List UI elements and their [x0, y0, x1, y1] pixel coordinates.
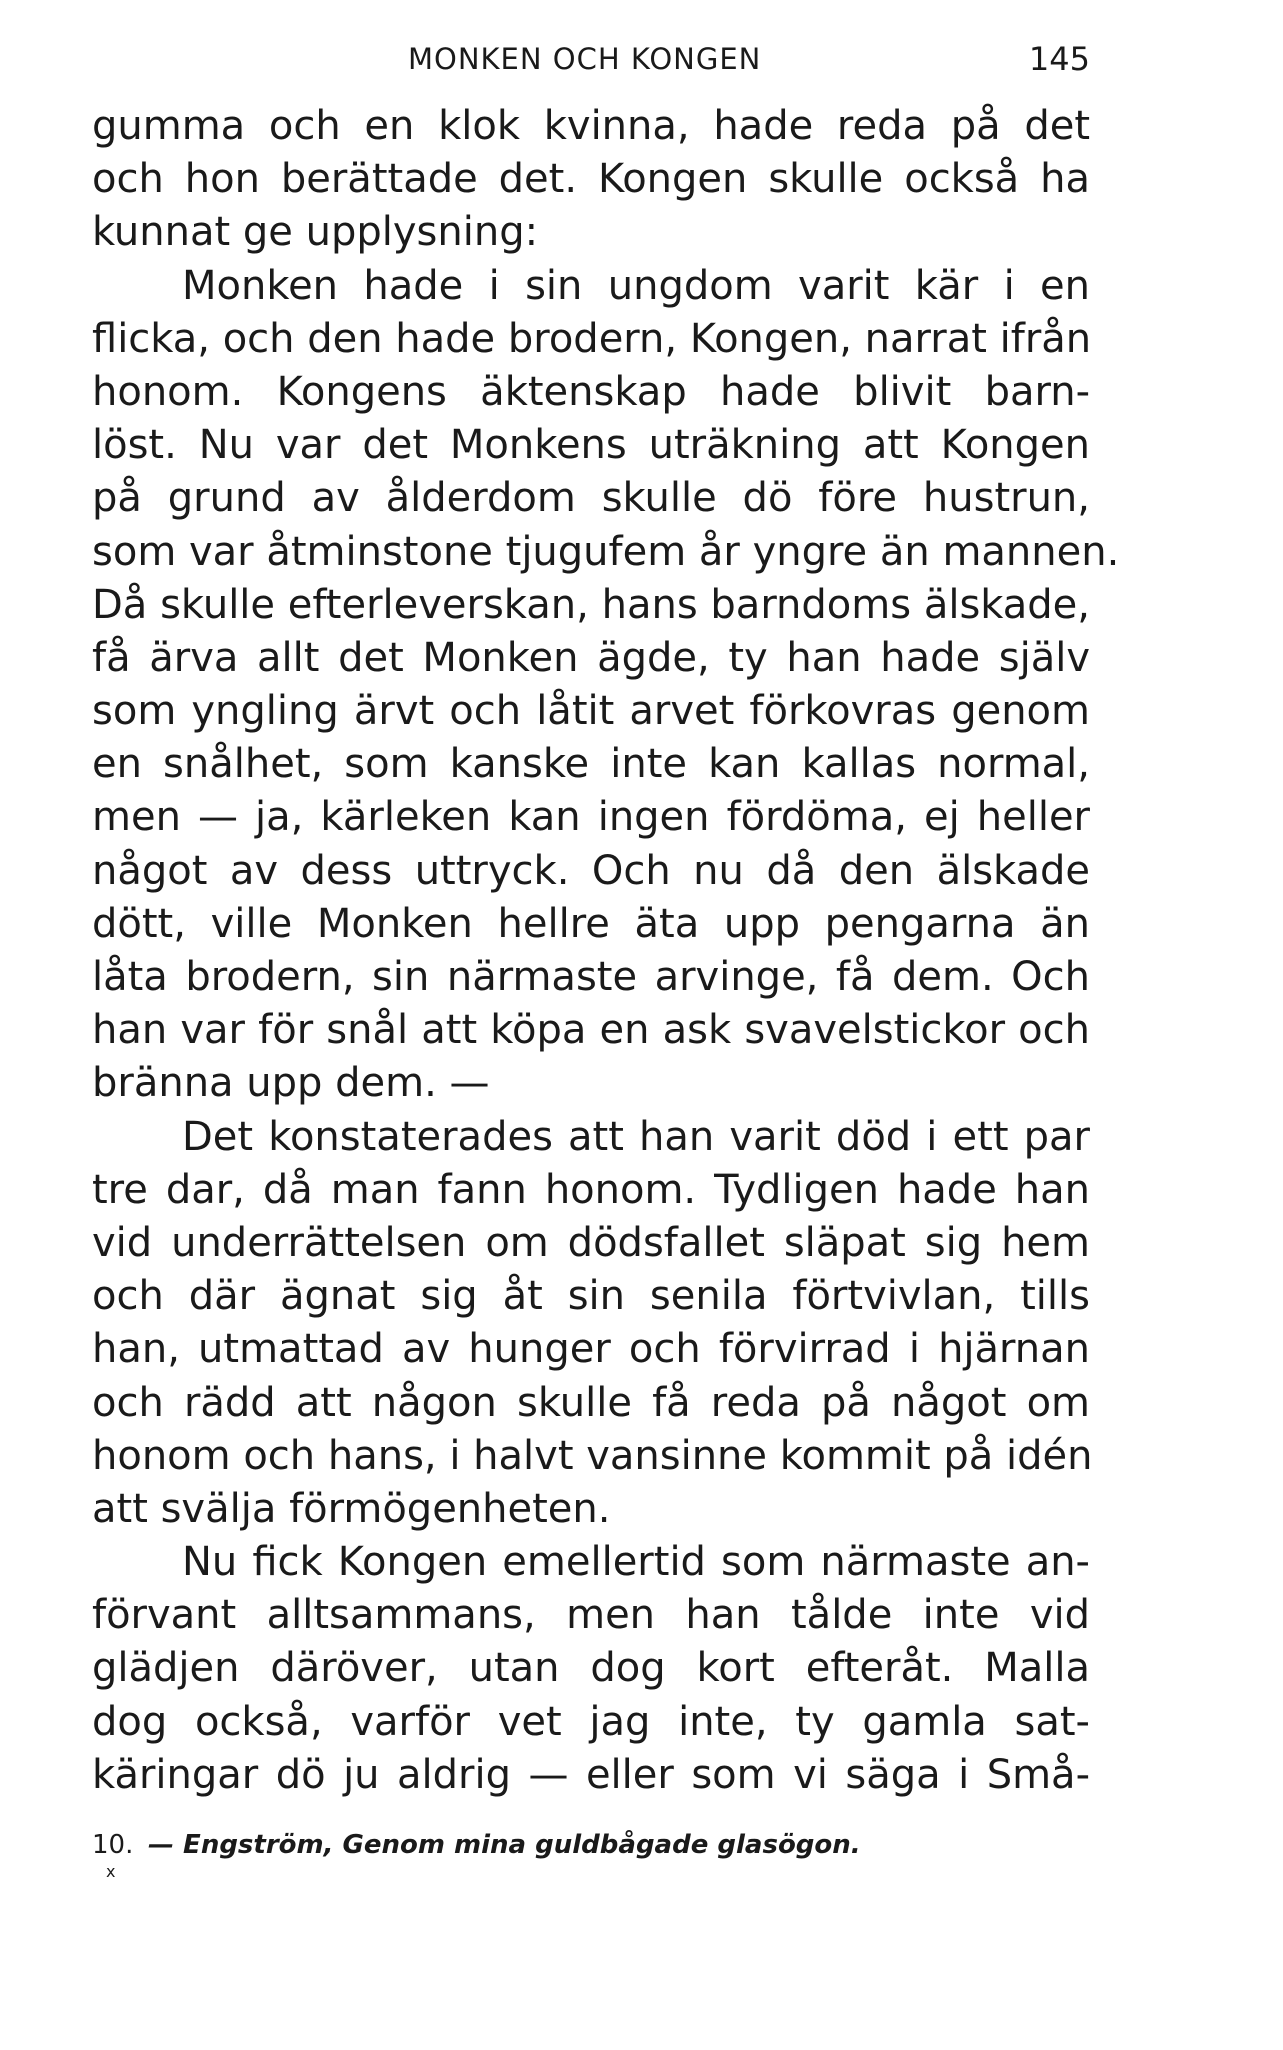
text-line: och hon berättade det. Kongen skulle också ha [92, 156, 1090, 203]
text-line: vid underrättelsen om dödsfallet släpat sig hem [92, 1219, 1090, 1266]
page-header [92, 36, 1090, 86]
text-line: honom. Kongens äktenskap hade blivit barn- [92, 368, 1090, 415]
text-line: att svälja förmögenheten. [92, 1485, 611, 1532]
text-line: som yngling ärvt och låtit arvet förkovras genom [92, 688, 1090, 735]
text-line: på grund av ålderdom skulle dö före hustrun, [92, 475, 1090, 522]
body-text [92, 100, 1120, 1802]
text-line: han, utmattad av hunger och förvirrad i hjärnan [92, 1326, 1090, 1373]
text-line: honom och hans, i halvt vansinne kommit på idén [92, 1432, 1093, 1479]
text-line: bränna upp dem. — [92, 1060, 490, 1107]
signature-number: 10. [92, 1830, 134, 1860]
text-line: en snålhet, som kanske inte kan kallas normal, [92, 741, 1090, 788]
signature-mark: x [106, 1862, 116, 1881]
text-line: kunnat ge upplysning: [92, 209, 539, 256]
text-line: löst. Nu var det Monkens uträkning att Kongen [92, 422, 1090, 469]
text-line: Det konstaterades att han varit död i ett par [182, 1113, 1090, 1160]
running-head: MONKEN OCH KONGEN [408, 42, 762, 76]
text-line: dött, ville Monken hellre äta upp pengarna än [92, 900, 1090, 947]
text-line: glädjen däröver, utan dog kort efteråt. Malla [92, 1645, 1090, 1692]
text-line: dog också, varför vet jag inte, ty gamla sat- [92, 1698, 1090, 1745]
text-line: förvant alltsammans, men han tålde inte vid [92, 1592, 1090, 1639]
page-number: 145 [1028, 40, 1090, 78]
signature-text: — Engström, Genom mina guldbågade glasögon. [148, 1830, 861, 1860]
text-line: och där ägnat sig åt sin senila förtvivlan, tills [92, 1273, 1090, 1320]
text-line: han var för snål att köpa en ask svavelstickor och [92, 1007, 1090, 1054]
text-line: käringar dö ju aldrig — eller som vi säga i Små- [92, 1751, 1090, 1798]
signature-footer [92, 1830, 992, 1900]
text-line: tre dar, då man fann honom. Tydligen hade han [92, 1166, 1090, 1213]
text-line: gumma och en klok kvinna, hade reda på det [92, 103, 1090, 149]
text-line: flicka, och den hade brodern, Kongen, narrat ifrån [92, 315, 1092, 362]
text-line: som var åtminstone tjugufem år yngre än mannen. [92, 528, 1120, 575]
text-line: Då skulle efterleverskan, hans barndoms älskade, [92, 581, 1090, 628]
text-line: men — ja, kärleken kan ingen fördöma, ej heller [92, 794, 1090, 841]
text-line: och rädd att någon skulle få reda på något om [92, 1379, 1090, 1426]
text-line: Monken hade i sin ungdom varit kär i en [182, 262, 1090, 309]
text-line: Nu fick Kongen emellertid som närmaste an- [182, 1539, 1090, 1586]
text-line: något av dess uttryck. Och nu då den älskade [92, 847, 1090, 894]
text-line: få ärva allt det Monken ägde, ty han hade själv [92, 634, 1090, 681]
text-line: låta brodern, sin närmaste arvinge, få dem. Och [92, 954, 1090, 1000]
